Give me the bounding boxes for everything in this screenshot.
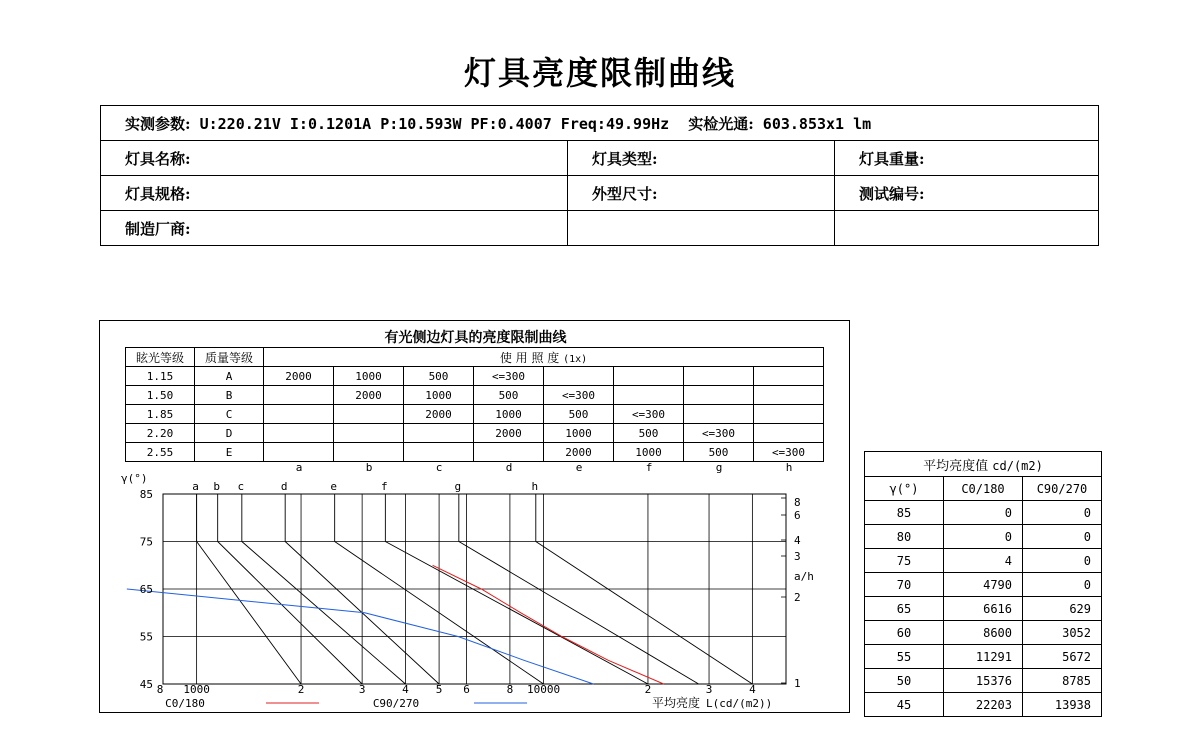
- column-letter: g: [715, 461, 723, 474]
- illuminance-unit: (1x): [563, 353, 588, 365]
- grade-cell: 1.50: [126, 386, 195, 405]
- avg-gamma-cell: 50: [865, 669, 944, 693]
- avg-value-cell: 6616: [944, 597, 1023, 621]
- avg-value-cell: 11291: [944, 645, 1023, 669]
- params-label: 实测参数:: [125, 114, 191, 133]
- avg-caption-unit: cd/(m2): [992, 458, 1043, 473]
- grade-header-row: [126, 348, 824, 367]
- avg-row: [865, 549, 1102, 573]
- grade-cell: [264, 386, 334, 405]
- info-table: [100, 105, 1099, 246]
- limit-line-letter: b: [213, 480, 220, 493]
- avg-caption-text: 平均亮度值: [923, 458, 989, 474]
- luminance-limit-chart: [100, 460, 850, 712]
- grade-cell: A: [195, 367, 264, 386]
- maker-label: 制造厂商:: [101, 211, 568, 246]
- grade-row: [126, 405, 824, 424]
- grade-cell: [754, 424, 824, 443]
- avg-value-cell: 0: [1023, 525, 1102, 549]
- glare-grade-header: 眩光等级: [126, 348, 195, 367]
- grade-cell: 1.15: [126, 367, 195, 386]
- avg-header-cell: γ(°): [865, 477, 944, 501]
- lamp-type-label: 灯具类型:: [568, 141, 835, 176]
- lamp-spec-label: 灯具规格:: [101, 176, 568, 211]
- limit-line-sloped: [197, 542, 301, 685]
- avg-row: [865, 693, 1102, 717]
- grade-cell: 1000: [404, 386, 474, 405]
- legend-label-c0-180: C0/180: [165, 697, 205, 710]
- grade-cell: 2.20: [126, 424, 195, 443]
- grade-cell: <=300: [754, 443, 824, 462]
- x-tick-label: 3: [705, 683, 713, 696]
- avg-value-cell: 8785: [1023, 669, 1102, 693]
- grade-cell: [334, 424, 404, 443]
- maker-row: [101, 211, 1099, 246]
- params-value: U:220.21V I:0.1201A P:10.593W PF:0.4007 Freq:49.99Hz: [199, 114, 670, 133]
- avg-gamma-cell: 45: [865, 693, 944, 717]
- avg-gamma-cell: 70: [865, 573, 944, 597]
- grade-cell: 2000: [334, 386, 404, 405]
- avg-row: [865, 501, 1102, 525]
- avg-value-cell: 0: [1023, 501, 1102, 525]
- avg-value-cell: 0: [1023, 549, 1102, 573]
- column-letter: e: [575, 461, 583, 474]
- grade-cell: [754, 367, 824, 386]
- y-tick-label: 85: [139, 488, 153, 501]
- limit-line-sloped: [385, 542, 648, 685]
- maker-empty-cell: [568, 211, 835, 246]
- illuminance-header: [264, 348, 824, 367]
- limit-line-letter: f: [381, 480, 388, 493]
- ah-tick-label: 2: [794, 591, 801, 604]
- avg-caption: [865, 452, 1102, 477]
- limit-line-letter: a: [192, 480, 199, 493]
- spec-row: [101, 176, 1099, 211]
- ah-tick-label: 4: [794, 534, 801, 547]
- grade-cell: 2.55: [126, 443, 195, 462]
- avg-value-cell: 5672: [1023, 645, 1102, 669]
- limit-line-letter: d: [280, 480, 288, 493]
- avg-gamma-cell: 60: [865, 621, 944, 645]
- params-row: [101, 106, 1099, 141]
- avg-row: [865, 597, 1102, 621]
- limit-line-sloped: [536, 542, 753, 685]
- ah-tick-label: 1: [794, 677, 801, 690]
- grade-cell: [404, 443, 474, 462]
- avg-row: [865, 669, 1102, 693]
- avg-row: [865, 525, 1102, 549]
- grade-cell: 1000: [614, 443, 684, 462]
- flux-value: 603.853x1 lm: [762, 114, 872, 133]
- test-number-label: 测试编号:: [835, 176, 1099, 211]
- avg-value-cell: 4790: [944, 573, 1023, 597]
- avg-value-cell: 0: [944, 501, 1023, 525]
- grade-cell: [334, 405, 404, 424]
- illuminance-header-text: 使 用 照 度: [499, 350, 560, 365]
- legend-label-c90-270: C90/270: [372, 697, 420, 710]
- lamp-name-label: 灯具名称:: [101, 141, 568, 176]
- grade-cell: [614, 367, 684, 386]
- average-luminance-table: [864, 451, 1102, 717]
- grade-cell: [264, 405, 334, 424]
- grade-cell: 1000: [544, 424, 614, 443]
- grade-cell: [754, 386, 824, 405]
- grade-cell: 500: [544, 405, 614, 424]
- avg-value-cell: 15376: [944, 669, 1023, 693]
- avg-value-cell: 4: [944, 549, 1023, 573]
- avg-value-cell: 13938: [1023, 693, 1102, 717]
- avg-header-row: [865, 477, 1102, 501]
- series-line-c0-180: [433, 565, 664, 684]
- x-tick-label: 5: [435, 683, 443, 696]
- grade-cell: [684, 405, 754, 424]
- ah-tick-label: 8: [794, 496, 801, 509]
- limit-line-letter: e: [330, 480, 337, 493]
- avg-gamma-cell: 65: [865, 597, 944, 621]
- y-tick-label: 75: [139, 535, 153, 549]
- avg-gamma-cell: 55: [865, 645, 944, 669]
- grade-cell: 2000: [264, 367, 334, 386]
- x-tick-label: 8: [506, 683, 514, 696]
- x-tick-label: 1000: [183, 683, 210, 696]
- quality-grade-header: 质量等级: [195, 348, 264, 367]
- grade-cell: [404, 424, 474, 443]
- page-title: 灯具亮度限制曲线: [463, 54, 736, 92]
- y-tick-label: 65: [139, 583, 153, 596]
- avg-gamma-cell: 85: [865, 501, 944, 525]
- grade-cell: 1.85: [126, 405, 195, 424]
- ah-tick-label: 3: [794, 550, 801, 563]
- avg-value-cell: 0: [1023, 573, 1102, 597]
- limit-line-sloped: [459, 542, 699, 685]
- grade-cell: [754, 405, 824, 424]
- grade-row: [126, 443, 824, 462]
- grade-cell: 500: [474, 386, 544, 405]
- grade-cell: 1000: [474, 405, 544, 424]
- x-tick-label: 10000: [526, 683, 561, 696]
- avg-value-cell: 3052: [1023, 621, 1102, 645]
- grade-cell: B: [195, 386, 264, 405]
- lamp-weight-label: 灯具重量:: [835, 141, 1099, 176]
- x-tick-label: 4: [749, 683, 756, 696]
- panel-title: 有光侧边灯具的亮度限制曲线: [384, 330, 567, 346]
- glare-grade-table: [125, 347, 824, 462]
- grade-cell: 500: [404, 367, 474, 386]
- grade-cell: [264, 424, 334, 443]
- limit-line-letter: c: [237, 480, 245, 493]
- x-tick-label: 2: [297, 683, 305, 696]
- grade-cell: 2000: [544, 443, 614, 462]
- grade-cell: [334, 443, 404, 462]
- grade-row: [126, 424, 824, 443]
- x-axis-unit: L(cd/(m2)): [706, 697, 773, 710]
- y-tick-label: 55: [139, 630, 153, 644]
- y-axis-label: γ(°): [121, 472, 148, 485]
- x-tick-label: 3: [358, 683, 366, 696]
- flux-label: 实检光通:: [688, 114, 754, 133]
- lamp-size-label: 外型尺寸:: [568, 176, 835, 211]
- avg-caption-row: [865, 452, 1102, 477]
- avg-row: [865, 573, 1102, 597]
- avg-value-cell: 8600: [944, 621, 1023, 645]
- grade-cell: [614, 386, 684, 405]
- grade-cell: [684, 386, 754, 405]
- grade-cell: [544, 367, 614, 386]
- avg-row: [865, 621, 1102, 645]
- avg-header-cell: C0/180: [944, 477, 1023, 501]
- grade-cell: 500: [684, 443, 754, 462]
- grade-cell: [264, 443, 334, 462]
- limit-line-letter: h: [531, 480, 539, 493]
- grade-cell: [684, 367, 754, 386]
- grade-cell: <=300: [684, 424, 754, 443]
- y-tick-label: 45: [139, 678, 153, 691]
- grade-cell: E: [195, 443, 264, 462]
- avg-row: [865, 645, 1102, 669]
- grade-cell: [474, 443, 544, 462]
- grade-cell: D: [195, 424, 264, 443]
- x-tick-label: 2: [644, 683, 652, 696]
- x-axis-label: 平均亮度: [651, 696, 700, 710]
- ah-tick-label: 6: [794, 509, 801, 522]
- x-tick-label: 6: [463, 683, 470, 696]
- name-row: [101, 141, 1099, 176]
- grade-cell: 2000: [474, 424, 544, 443]
- avg-gamma-cell: 75: [865, 549, 944, 573]
- column-letter: a: [295, 461, 303, 474]
- x-tick-label: 8: [156, 683, 164, 696]
- grade-cell: 1000: [334, 367, 404, 386]
- avg-value-cell: 22203: [944, 693, 1023, 717]
- avg-value-cell: 0: [944, 525, 1023, 549]
- limit-line-sloped: [218, 542, 362, 685]
- column-letter: h: [785, 461, 793, 474]
- ah-axis-label: a/h: [794, 570, 814, 583]
- x-tick-label: 4: [402, 683, 409, 696]
- grade-cell: <=300: [474, 367, 544, 386]
- column-letter: b: [365, 461, 373, 474]
- grade-cell: <=300: [544, 386, 614, 405]
- column-letter: d: [505, 461, 513, 474]
- avg-header-cell: C90/270: [1023, 477, 1102, 501]
- grade-row: [126, 386, 824, 405]
- grade-cell: 500: [614, 424, 684, 443]
- limit-line-sloped: [242, 542, 406, 685]
- avg-value-cell: 629: [1023, 597, 1102, 621]
- grade-cell: 2000: [404, 405, 474, 424]
- avg-gamma-cell: 80: [865, 525, 944, 549]
- grade-cell: C: [195, 405, 264, 424]
- column-letter: f: [645, 461, 653, 474]
- grade-cell: <=300: [614, 405, 684, 424]
- maker-empty-cell-2: [835, 211, 1099, 246]
- column-letter: c: [435, 461, 443, 474]
- limit-line-letter: g: [454, 480, 462, 493]
- grade-row: [126, 367, 824, 386]
